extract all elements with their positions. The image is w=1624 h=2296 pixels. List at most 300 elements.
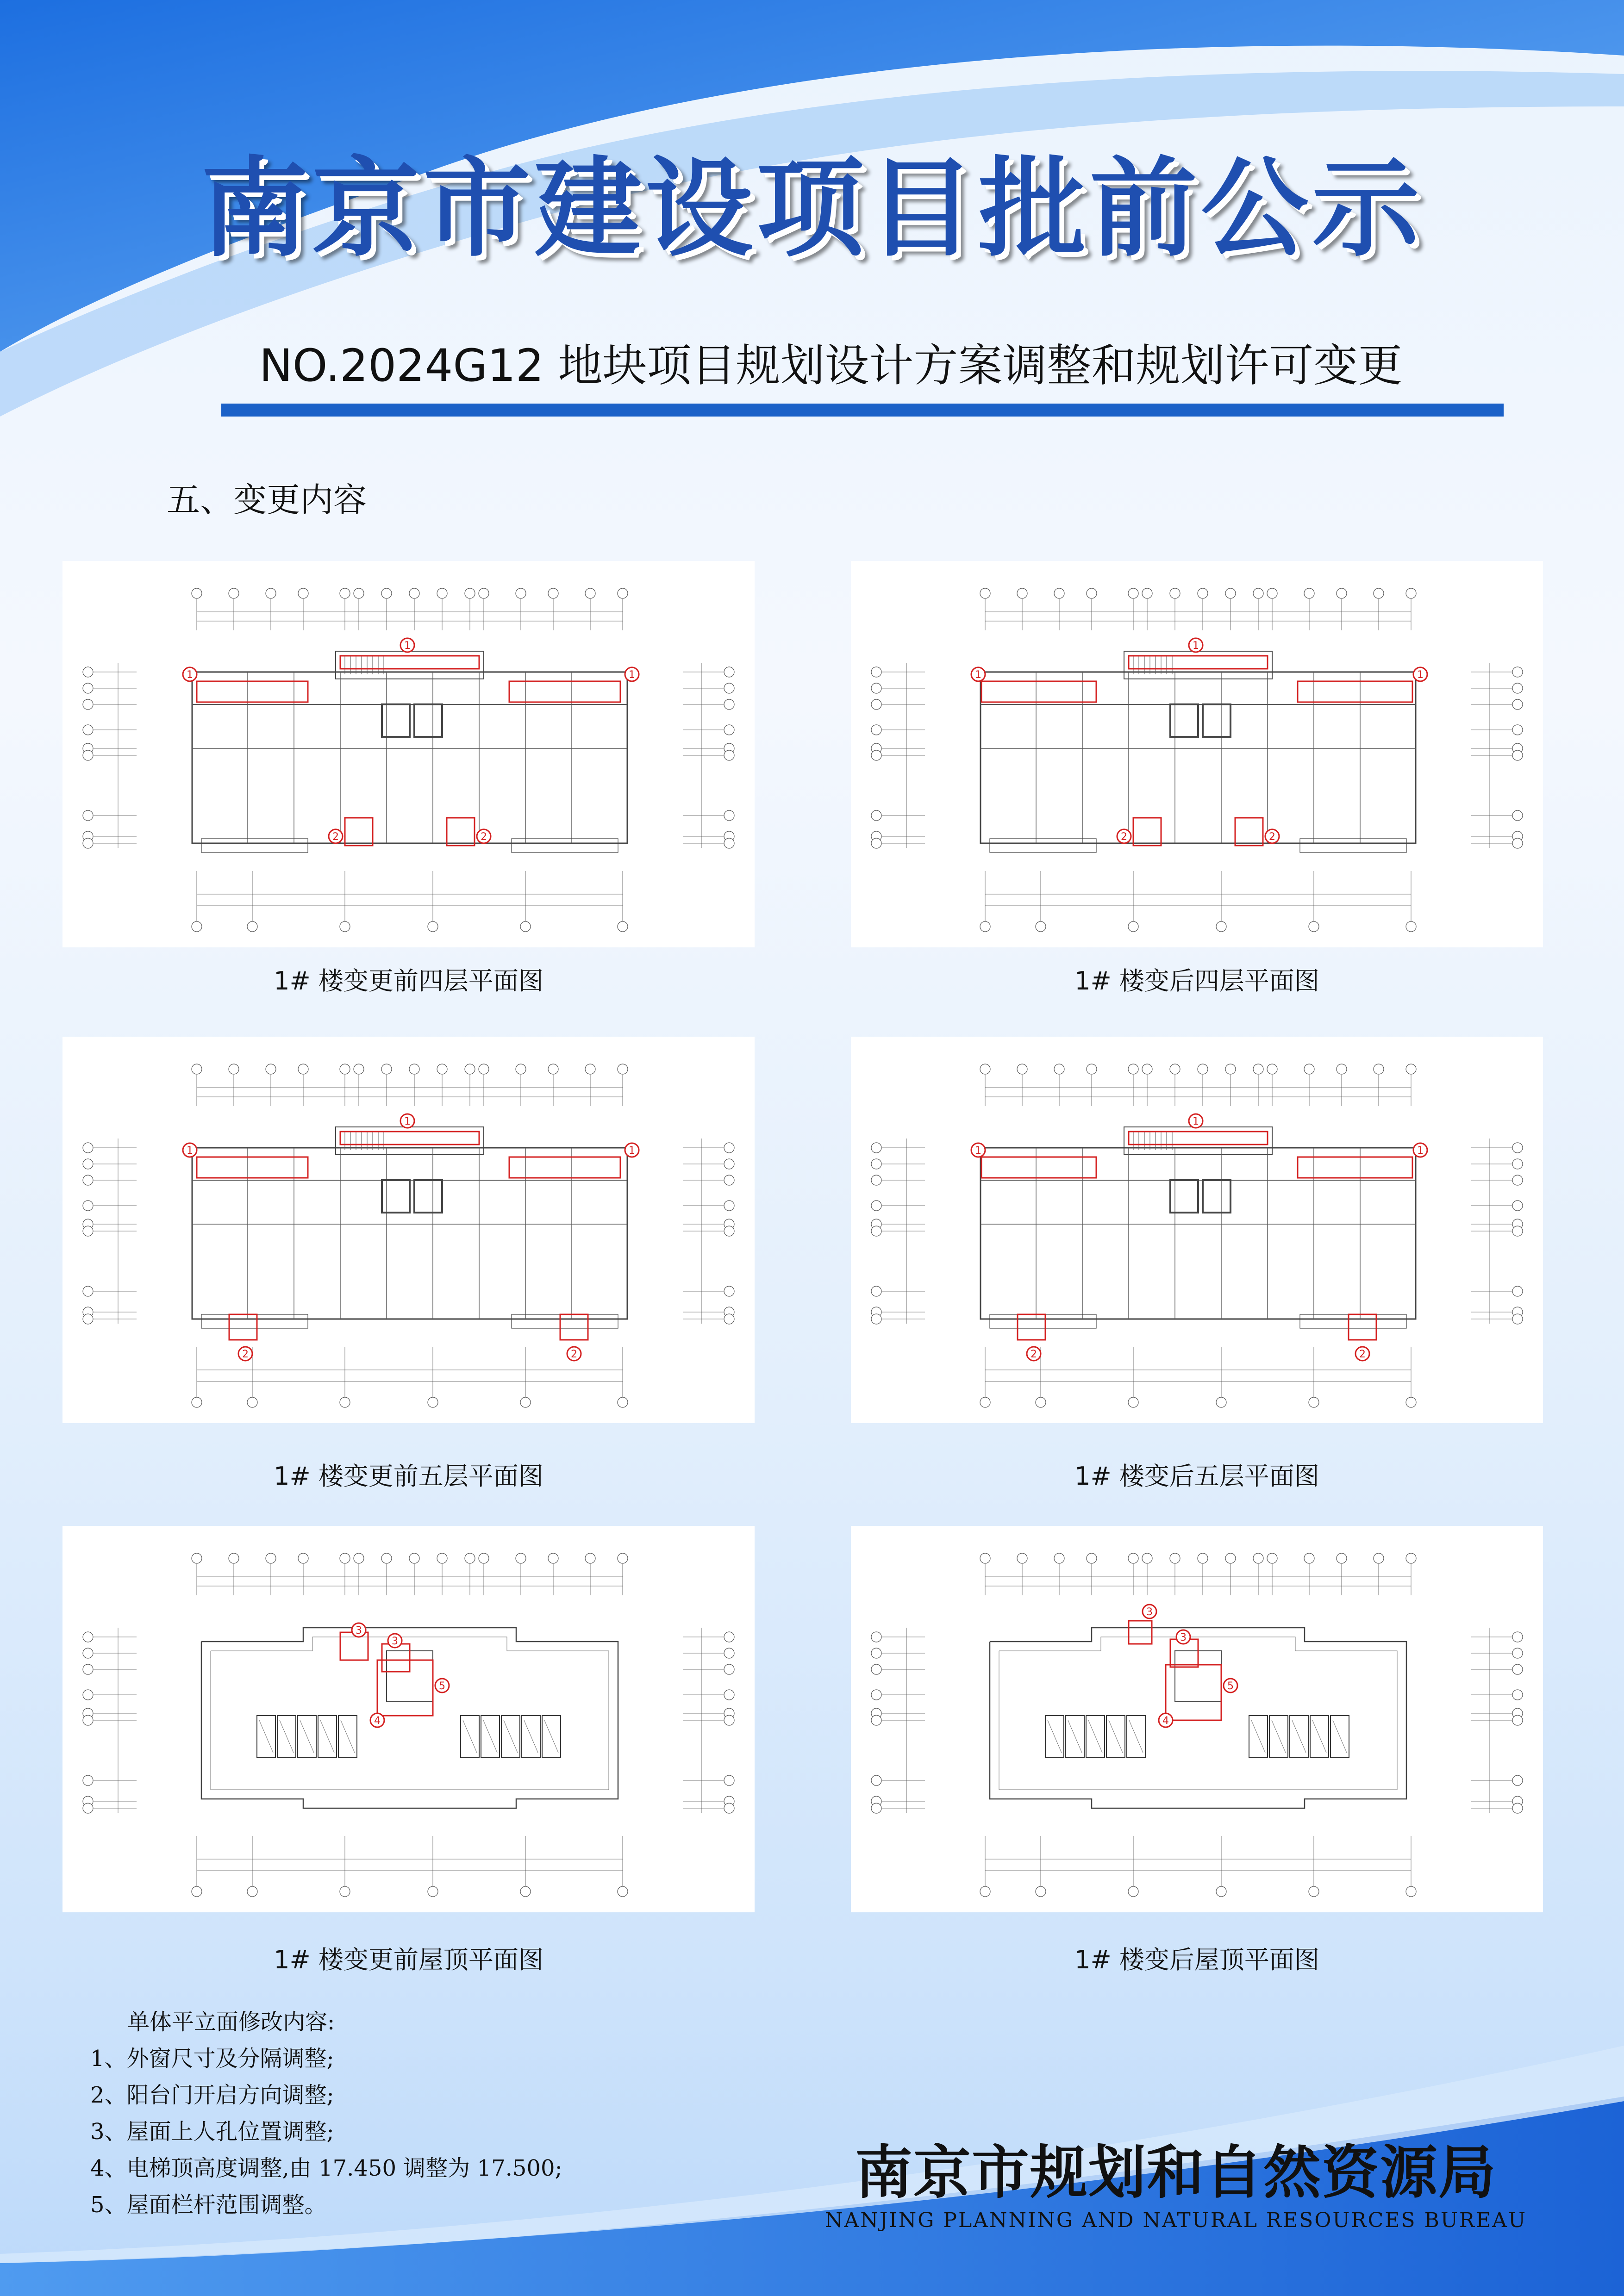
axis-bubble xyxy=(1216,1886,1226,1897)
change-marker-number: 4 xyxy=(1162,1715,1169,1727)
axis-bubble xyxy=(724,1648,734,1658)
plan-line xyxy=(1068,1720,1082,1753)
axis-bubble xyxy=(1512,1632,1523,1642)
change-marker-number: 2 xyxy=(1359,1349,1366,1360)
axis-bubble xyxy=(340,1397,350,1407)
axis-bubble xyxy=(1087,588,1097,598)
axis-bubble xyxy=(871,725,881,735)
drawing-panel-4 xyxy=(851,1037,1543,1423)
axis-bubble xyxy=(83,810,93,821)
plan-wall xyxy=(512,1314,618,1328)
axis-bubble xyxy=(980,1397,990,1407)
plan-wall xyxy=(1203,1180,1230,1213)
plan-line xyxy=(1272,1720,1286,1753)
axis-bubble xyxy=(1225,1553,1236,1563)
roof-plan-drawing xyxy=(62,1526,755,1912)
axis-bubble xyxy=(1512,699,1523,709)
axis-bubble xyxy=(516,1553,526,1563)
axis-bubble xyxy=(724,810,734,821)
change-marker-number: 2 xyxy=(1031,1349,1037,1360)
plan-line xyxy=(259,1720,273,1753)
axis-bubble xyxy=(1406,921,1416,932)
plan-line xyxy=(280,1720,294,1753)
page-title: 南京市建设项目批前公示 xyxy=(200,145,1423,271)
plan-line xyxy=(1312,1720,1326,1753)
change-marker-number: 5 xyxy=(1227,1680,1234,1692)
plan-wall xyxy=(414,1180,442,1213)
axis-bubble xyxy=(83,750,93,760)
plan-wall xyxy=(1300,839,1406,852)
change-highlight-box xyxy=(377,1660,433,1716)
axis-bubble xyxy=(585,588,595,598)
axis-bubble xyxy=(1253,1553,1263,1563)
drawing-caption: 1# 楼变后四层平面图 xyxy=(1074,966,1319,996)
roof-plan-drawing xyxy=(851,1526,1543,1912)
plan-line xyxy=(1292,1720,1306,1753)
notes-heading: 单体平立面修改内容: xyxy=(127,2009,335,2035)
change-marker-number: 1 xyxy=(975,1145,981,1157)
axis-bubble xyxy=(229,1064,239,1074)
axis-bubble xyxy=(428,1886,438,1897)
plan-line xyxy=(320,1720,334,1753)
plan-wall xyxy=(990,839,1096,852)
floor-plan-drawing xyxy=(851,1037,1543,1423)
drawing-panel-6 xyxy=(851,1526,1543,1912)
modification-notes xyxy=(90,2004,738,2223)
axis-bubble xyxy=(724,1664,734,1674)
axis-bubble xyxy=(618,1553,628,1563)
axis-bubble xyxy=(479,1064,489,1074)
axis-bubble xyxy=(1216,921,1226,932)
axis-bubble xyxy=(1512,725,1523,735)
axis-bubble xyxy=(409,1064,419,1074)
axis-bubble xyxy=(724,1690,734,1700)
axis-bubble xyxy=(298,1553,308,1563)
axis-bubble xyxy=(192,1553,202,1563)
axis-bubble xyxy=(1198,1553,1208,1563)
axis-bubble xyxy=(1512,1175,1523,1185)
plan-wall xyxy=(1170,1180,1198,1213)
axis-bubble xyxy=(1216,1397,1226,1407)
axis-bubble xyxy=(83,1159,93,1169)
axis-bubble xyxy=(298,588,308,598)
axis-bubble xyxy=(980,921,990,932)
axis-bubble xyxy=(1512,1690,1523,1700)
plan-wall xyxy=(1300,1314,1406,1328)
axis-bubble xyxy=(1054,588,1064,598)
axis-bubble xyxy=(520,1397,531,1407)
axis-bubble xyxy=(1512,1775,1523,1786)
axis-bubble xyxy=(724,1314,734,1324)
axis-bubble xyxy=(724,1175,734,1185)
change-highlight-box xyxy=(340,656,479,669)
axis-bubble xyxy=(340,921,350,932)
change-highlight-box xyxy=(197,1157,308,1178)
axis-bubble xyxy=(1054,1064,1064,1074)
axis-bubble xyxy=(354,588,364,598)
change-marker-number: 2 xyxy=(1121,831,1127,843)
change-marker-number: 3 xyxy=(356,1625,362,1636)
axis-bubble xyxy=(1087,1064,1097,1074)
axis-bubble xyxy=(1036,1886,1046,1897)
drawing-panel-5 xyxy=(62,1526,755,1912)
note-item: 4、电梯顶高度调整,由 17.450 调整为 17.500; xyxy=(90,2155,562,2181)
axis-bubble xyxy=(83,1143,93,1153)
axis-bubble xyxy=(1512,1286,1523,1296)
axis-bubble xyxy=(465,1064,475,1074)
plan-line xyxy=(524,1720,538,1753)
change-marker-number: 1 xyxy=(1193,640,1199,652)
axis-bubble xyxy=(1253,588,1263,598)
axis-bubble xyxy=(1017,588,1027,598)
axis-bubble xyxy=(465,588,475,598)
axis-bubble xyxy=(266,1553,276,1563)
axis-bubble xyxy=(871,1632,881,1642)
change-highlight-box xyxy=(229,1314,257,1340)
axis-bubble xyxy=(1512,1159,1523,1169)
axis-bubble xyxy=(1036,1397,1046,1407)
axis-bubble xyxy=(585,1553,595,1563)
change-marker-number: 1 xyxy=(975,669,981,681)
project-subtitle: NO.2024G12 地块项目规划设计方案调整和规划许可变更 xyxy=(259,340,1403,392)
change-marker-number: 5 xyxy=(439,1680,445,1692)
axis-bubble xyxy=(192,1397,202,1407)
change-highlight-box xyxy=(1298,1157,1412,1178)
axis-bubble xyxy=(1128,1553,1138,1563)
plan-wall xyxy=(512,839,618,852)
change-highlight-box xyxy=(340,1132,479,1145)
axis-bubble xyxy=(83,683,93,693)
plan-wall xyxy=(1203,704,1230,737)
axis-bubble xyxy=(1253,1064,1263,1074)
axis-bubble xyxy=(724,1803,734,1813)
plan-line xyxy=(504,1720,518,1753)
change-marker-number: 4 xyxy=(374,1715,381,1727)
axis-bubble xyxy=(618,588,628,598)
change-marker-number: 1 xyxy=(629,1145,635,1157)
axis-bubble xyxy=(1309,921,1319,932)
axis-bubble xyxy=(1512,750,1523,760)
axis-bubble xyxy=(83,1286,93,1296)
change-marker-number: 1 xyxy=(404,640,411,652)
axis-bubble xyxy=(1406,1064,1416,1074)
change-highlight-box xyxy=(1235,818,1263,846)
change-highlight-box xyxy=(1129,656,1268,669)
axis-bubble xyxy=(1128,1397,1138,1407)
axis-bubble xyxy=(1267,588,1277,598)
axis-bubble xyxy=(871,750,881,760)
axis-bubble xyxy=(618,921,628,932)
axis-bubble xyxy=(548,1553,558,1563)
axis-bubble xyxy=(192,588,202,598)
axis-bubble xyxy=(871,699,881,709)
axis-bubble xyxy=(229,1553,239,1563)
axis-bubble xyxy=(724,750,734,760)
axis-bubble xyxy=(479,1553,489,1563)
axis-bubble xyxy=(1036,921,1046,932)
plan-wall xyxy=(981,1148,1416,1319)
change-highlight-box xyxy=(1129,1132,1268,1145)
axis-bubble xyxy=(83,1226,93,1236)
plan-line xyxy=(1048,1720,1062,1753)
drawing-caption: 1# 楼变更前四层平面图 xyxy=(274,966,543,996)
plan-wall xyxy=(192,1148,627,1319)
axis-bubble xyxy=(354,1064,364,1074)
change-marker-number: 1 xyxy=(1193,1116,1199,1127)
axis-bubble xyxy=(1304,588,1314,598)
axis-bubble xyxy=(1406,588,1416,598)
note-item: 1、外窗尺寸及分隔调整; xyxy=(90,2046,334,2072)
axis-bubble xyxy=(83,1201,93,1211)
axis-bubble xyxy=(1198,1064,1208,1074)
axis-bubble xyxy=(479,588,489,598)
change-marker-number: 1 xyxy=(629,669,635,681)
axis-bubble xyxy=(1512,1226,1523,1236)
axis-bubble xyxy=(980,1886,990,1897)
drawing-caption: 1# 楼变后五层平面图 xyxy=(1074,1462,1319,1491)
axis-bubble xyxy=(1017,1553,1027,1563)
axis-bubble xyxy=(1512,1664,1523,1674)
axis-bubble xyxy=(1406,1553,1416,1563)
plan-line xyxy=(1109,1720,1123,1753)
change-marker-number: 3 xyxy=(1146,1606,1153,1618)
change-highlight-box xyxy=(981,1157,1096,1178)
axis-bubble xyxy=(1267,1553,1277,1563)
floor-plan-drawing xyxy=(851,561,1543,947)
axis-bubble xyxy=(980,588,990,598)
axis-bubble xyxy=(83,699,93,709)
change-highlight-box xyxy=(1133,818,1161,846)
axis-bubble xyxy=(1128,588,1138,598)
axis-bubble xyxy=(83,725,93,735)
axis-bubble xyxy=(724,1632,734,1642)
axis-bubble xyxy=(1309,1397,1319,1407)
axis-bubble xyxy=(618,1064,628,1074)
axis-bubble xyxy=(381,1553,392,1563)
axis-bubble xyxy=(1087,1553,1097,1563)
axis-bubble xyxy=(1374,588,1384,598)
axis-bubble xyxy=(1337,1553,1347,1563)
axis-bubble xyxy=(871,1175,881,1185)
axis-bubble xyxy=(1512,1648,1523,1658)
axis-bubble xyxy=(871,810,881,821)
axis-bubble xyxy=(83,1632,93,1642)
drawing-caption: 1# 楼变后屋顶平面图 xyxy=(1074,1945,1319,1974)
axis-bubble xyxy=(516,1064,526,1074)
axis-bubble xyxy=(1304,1553,1314,1563)
axis-bubble xyxy=(871,838,881,848)
section-heading: 五、变更内容 xyxy=(167,480,367,519)
plan-wall xyxy=(382,704,410,737)
axis-bubble xyxy=(83,667,93,677)
bureau-name-english: NANJING PLANNING AND NATURAL RESOURCES BUREAU xyxy=(824,2209,1527,2232)
axis-bubble xyxy=(1374,1553,1384,1563)
axis-bubble xyxy=(266,588,276,598)
change-marker-number: 1 xyxy=(404,1116,411,1127)
change-marker-number: 1 xyxy=(1417,669,1424,681)
axis-bubble xyxy=(1170,588,1180,598)
axis-bubble xyxy=(247,1886,257,1897)
change-highlight-box xyxy=(345,818,373,846)
plan-line xyxy=(1333,1720,1347,1753)
axis-bubble xyxy=(428,921,438,932)
note-item: 2、阳台门开启方向调整; xyxy=(90,2082,334,2108)
plan-wall xyxy=(201,1314,308,1328)
axis-bubble xyxy=(192,921,202,932)
axis-bubble xyxy=(618,1886,628,1897)
axis-bubble xyxy=(1309,1886,1319,1897)
axis-bubble xyxy=(437,1553,447,1563)
axis-bubble xyxy=(871,1664,881,1674)
axis-bubble xyxy=(1142,1064,1152,1074)
axis-bubble xyxy=(724,838,734,848)
plan-line xyxy=(463,1720,477,1753)
change-highlight-box xyxy=(447,818,475,846)
axis-bubble xyxy=(871,667,881,677)
axis-bubble xyxy=(465,1553,475,1563)
plan-wall xyxy=(981,672,1416,843)
axis-bubble xyxy=(871,1715,881,1725)
axis-bubble xyxy=(724,1143,734,1153)
floor-plan-drawing xyxy=(62,561,755,947)
axis-bubble xyxy=(1374,1064,1384,1074)
plan-line xyxy=(1251,1720,1265,1753)
change-marker-number: 2 xyxy=(242,1349,249,1360)
axis-bubble xyxy=(1512,1803,1523,1813)
axis-bubble xyxy=(871,1159,881,1169)
axis-bubble xyxy=(1142,1553,1152,1563)
plan-line xyxy=(1129,1720,1143,1753)
axis-bubble xyxy=(516,588,526,598)
axis-bubble xyxy=(1225,1064,1236,1074)
axis-bubble xyxy=(381,1064,392,1074)
axis-bubble xyxy=(340,588,350,598)
change-marker-number: 1 xyxy=(187,669,193,681)
change-highlight-box xyxy=(340,1632,368,1660)
drawing-panel-2 xyxy=(851,561,1543,947)
axis-bubble xyxy=(83,1314,93,1324)
plan-line xyxy=(300,1720,314,1753)
drawing-panel-3 xyxy=(62,1037,755,1423)
axis-bubble xyxy=(1142,588,1152,598)
change-highlight-box xyxy=(509,681,620,702)
axis-bubble xyxy=(247,921,257,932)
change-marker-number: 2 xyxy=(571,1349,577,1360)
change-marker-number: 3 xyxy=(1180,1632,1187,1643)
axis-bubble xyxy=(724,667,734,677)
axis-bubble xyxy=(409,588,419,598)
axis-bubble xyxy=(437,588,447,598)
axis-bubble xyxy=(266,1064,276,1074)
axis-bubble xyxy=(83,1803,93,1813)
axis-bubble xyxy=(520,921,531,932)
axis-bubble xyxy=(298,1064,308,1074)
axis-bubble xyxy=(1512,810,1523,821)
axis-bubble xyxy=(548,588,558,598)
axis-bubble xyxy=(83,1664,93,1674)
change-marker-number: 1 xyxy=(1417,1145,1424,1157)
axis-bubble xyxy=(871,1201,881,1211)
plan-wall xyxy=(382,1180,410,1213)
axis-bubble xyxy=(980,1064,990,1074)
axis-bubble xyxy=(618,1397,628,1407)
axis-bubble xyxy=(1512,1715,1523,1725)
axis-bubble xyxy=(1128,1886,1138,1897)
axis-bubble xyxy=(724,725,734,735)
axis-bubble xyxy=(724,1286,734,1296)
axis-bubble xyxy=(437,1064,447,1074)
axis-bubble xyxy=(1304,1064,1314,1074)
axis-bubble xyxy=(192,1886,202,1897)
axis-bubble xyxy=(1406,1397,1416,1407)
axis-bubble xyxy=(980,1553,990,1563)
axis-bubble xyxy=(1128,921,1138,932)
axis-bubble xyxy=(83,1775,93,1786)
note-item: 5、屋面栏杆范围调整。 xyxy=(90,2192,327,2218)
axis-bubble xyxy=(724,683,734,693)
plan-line xyxy=(1088,1720,1102,1753)
axis-bubble xyxy=(871,1690,881,1700)
axis-bubble xyxy=(1337,588,1347,598)
axis-bubble xyxy=(340,1064,350,1074)
axis-bubble xyxy=(585,1064,595,1074)
bureau-name: 南京市规划和自然资源局 xyxy=(855,2139,1497,2206)
change-marker-number: 2 xyxy=(1269,831,1275,843)
axis-bubble xyxy=(247,1397,257,1407)
axis-bubble xyxy=(871,683,881,693)
plan-wall xyxy=(201,839,308,852)
plan-wall xyxy=(990,1314,1096,1328)
axis-bubble xyxy=(871,1648,881,1658)
axis-bubble xyxy=(354,1553,364,1563)
axis-bubble xyxy=(428,1397,438,1407)
change-highlight-box xyxy=(197,681,308,702)
axis-bubble xyxy=(724,699,734,709)
axis-bubble xyxy=(1170,1064,1180,1074)
change-marker-number: 1 xyxy=(187,1145,193,1157)
axis-bubble xyxy=(1512,683,1523,693)
axis-bubble xyxy=(83,838,93,848)
axis-bubble xyxy=(192,1064,202,1074)
plan-line xyxy=(341,1720,355,1753)
axis-bubble xyxy=(724,1201,734,1211)
plan-line xyxy=(483,1720,497,1753)
change-highlight-box xyxy=(1018,1314,1045,1340)
axis-bubble xyxy=(1512,667,1523,677)
axis-bubble xyxy=(871,1286,881,1296)
axis-bubble xyxy=(1406,1886,1416,1897)
axis-bubble xyxy=(1017,1064,1027,1074)
axis-bubble xyxy=(1198,588,1208,598)
axis-bubble xyxy=(340,1553,350,1563)
plan-line xyxy=(544,1720,558,1753)
axis-bubble xyxy=(83,1690,93,1700)
axis-bubble xyxy=(871,1226,881,1236)
axis-bubble xyxy=(548,1064,558,1074)
axis-bubble xyxy=(724,1159,734,1169)
change-highlight-box xyxy=(981,681,1096,702)
change-marker-number: 2 xyxy=(332,831,339,843)
axis-bubble xyxy=(1337,1064,1347,1074)
plan-wall xyxy=(414,704,442,737)
axis-bubble xyxy=(1267,1064,1277,1074)
change-highlight-box xyxy=(509,1157,620,1178)
axis-bubble xyxy=(1512,838,1523,848)
note-item: 3、屋面上人孔位置调整; xyxy=(90,2119,334,2145)
axis-bubble xyxy=(1512,1314,1523,1324)
change-highlight-box xyxy=(1129,1621,1152,1644)
axis-bubble xyxy=(871,1775,881,1786)
